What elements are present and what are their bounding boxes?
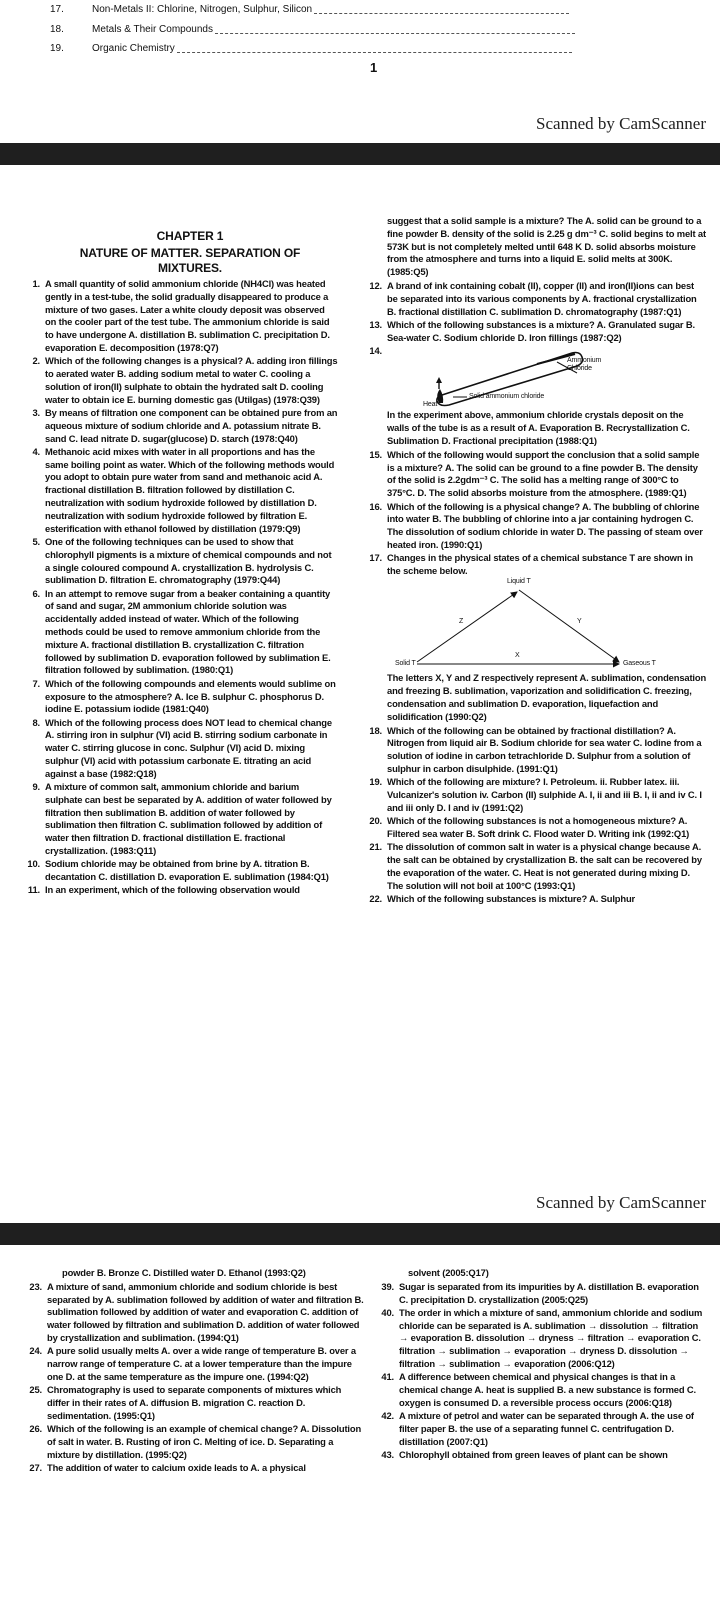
question-number: 6. <box>32 587 40 599</box>
question-number: 1. <box>32 278 40 289</box>
solid-state-label: Solid T <box>395 660 416 668</box>
question <box>362 725 707 776</box>
question-text: The dissolution of common salt in water is a physical change because A. the salt can be obtained by crystallization B. the salt can be recovered by the evaporation of the water. C. Heat is not generated during mixing D. The solution will not boil at 100°C (1993:Q1) <box>387 841 702 891</box>
chapter-title: NATURE OF MATTER. SEPARATION OF MIXTURES. <box>79 246 301 275</box>
question-text: A mixture of sand, ammonium chloride and sodium chloride is best separated by A. sublimation followed by addition of water and filtration B. sublimation followed by addition of water and evaporation C. addition of water followed by filtration and sublimation D. addition of water followed by crystallization and sublimation. (1994:Q1) <box>47 1280 364 1343</box>
question-text: Methanoic acid mixes with water in all proportions and has the same boiling point as water. Which of the following methods would you adopt to obtain pure water from sand and methanoic acid A. fractional distillation B. filtration followed by distillation C. neutralization with sodium hydroxide followed by distillation D. neutralization with sodium hydroxide followed by filtration E. esterification with ethanol followed by distillation (1979:Q9) <box>45 445 335 534</box>
question-text: By means of filtration one component can be obtained pure from an aqueous mixture of sodium chloride and A. potassium nitrate B. sand C. lead nitrate D. sugar(glucose) D. starch (1978:Q40) <box>45 406 338 444</box>
question <box>20 858 338 884</box>
arrow-z <box>417 592 517 662</box>
page-separator <box>0 1223 720 1245</box>
question-number: 12. <box>369 279 382 291</box>
toc-leader <box>215 24 575 34</box>
question <box>20 278 338 355</box>
question-text: A mixture of petrol and water can be separated through A. the use of filter paper B. the use of a separating funnel C. centrifugation D. distillation (2007:Q1) <box>399 1410 694 1447</box>
z-label: Z <box>459 618 464 626</box>
question-number: 3. <box>32 406 40 418</box>
question-number: 25. <box>29 1384 42 1396</box>
question-text: A mixture of common salt, ammonium chloride and barium sulphate can best be separated by A. addition of water followed by filtration then sublimation B. addition of water followed by sublimation then filtration C. sublimation followed by addition of water then filtration D. fractional distillation E. fractional crystallization. (1983:Q11) <box>45 781 332 857</box>
phase-change-diagram <box>387 578 687 672</box>
question-text: Changes in the physical states of a chemical substance T are shown in the scheme below. <box>387 552 693 577</box>
question <box>362 345 707 409</box>
question-number: 41. <box>381 1371 394 1383</box>
question-text: Which of the following is an example of chemical change? A. Dissolution of salt in water. B. Rusting of iron C. Melting of ice. D. Separating a mixture by distillation. (1995:Q2) <box>47 1423 362 1460</box>
question-number: 7. <box>32 677 40 689</box>
question-number: 10. <box>27 858 40 870</box>
question-number: 8. <box>32 716 40 728</box>
question-number: 42. <box>381 1410 394 1422</box>
phase-triangle-figure <box>387 578 687 672</box>
chapter-heading: CHAPTER 1 <box>156 229 224 243</box>
question-text: In an experiment, which of the following observation would <box>45 884 300 896</box>
question-text: Chromatography is used to separate components of mixtures which differ in their rates of A. diffusion B. migration C. reaction D. sedimentation. (1995:Q1) <box>47 1384 342 1421</box>
question <box>22 1345 364 1383</box>
left-column <box>22 1267 364 1475</box>
question <box>22 1281 364 1345</box>
question-text: Which of the following changes is a physical? A. adding iron fillings to aerated water B. adding sodium metal to water C. cooling a solution of iron(II) sulphate to obtain the hydrated salt D. cooling water to obtain ice E. burning domestic gas (Utilgas) (1978:Q39) <box>45 355 338 405</box>
left-column <box>20 229 338 898</box>
question-text: Which of the following substances is not a homogeneous mixture? A. Filtered sea water B. Soft drink C. Flood water D. Writing ink (1992:Q1) <box>387 815 690 839</box>
page-1 <box>0 0 720 143</box>
question-text: In the experiment above, ammonium chloride crystals deposit on the walls of the tube is as a result of A. Evaporation B. Recrystallization C. Sublimation D. Fractional precipitation (1988:Q1) <box>387 409 690 447</box>
question-number: 24. <box>29 1345 42 1357</box>
question <box>20 781 338 858</box>
question <box>362 319 707 345</box>
question-text: The letters X, Y and Z respectively represent A. sublimation, condensation and freezing B. sublimation, vaporization and solidification C. freezing, condensation and sublimation D. evaporation, liquefaction and solidification (1990:Q2) <box>387 672 707 722</box>
question-number: 21. <box>369 841 382 853</box>
question <box>22 1384 364 1422</box>
toc-title: Metals & Their Compounds <box>92 24 213 35</box>
toc-row <box>50 43 572 54</box>
question-text: Chlorophyll obtained from green leaves of plant can be shown <box>399 1449 668 1461</box>
question <box>362 552 707 578</box>
question-text: Which of the following is a physical change? A. The bubbling of chlorine into water B. The bubbling of chlorine into a jar containing hydrogen C. The dissolution of sodium chloride in water D. The passing of steam over heated iron. (1990:Q1) <box>387 500 703 550</box>
question-text: One of the following techniques can be used to show that chlorophyll pigments is a mixture of chemical compounds and not a single coloured compound A. crystallization B. hydrolysis C. sublimation D. filtration E. chromatography (1979:Q44) <box>45 535 332 586</box>
question <box>374 1307 708 1371</box>
toc-leader <box>177 43 572 53</box>
heat-label: Heat <box>423 400 438 408</box>
question-number: 13. <box>369 318 382 330</box>
question <box>374 1410 708 1448</box>
sublimation-diagram <box>387 345 687 409</box>
y-label: Y <box>577 618 582 626</box>
page-2 <box>0 165 720 1223</box>
question-number: 15. <box>369 448 382 460</box>
ammonium-chloride-label: Ammonium Chloride <box>567 356 602 372</box>
question <box>22 1423 364 1461</box>
question <box>362 501 707 552</box>
question-number: 17. <box>369 552 382 564</box>
question-text: Which of the following are mixture? I. Petroleum. ii. Rubber latex. iii. Vulcanizer's solution iv. Carbon (II) sulphide A. I, ii and iii B. I, ii and iv C. I and iii only D. I and iv (1991:Q2) <box>387 776 702 813</box>
solid-label: Solid ammonium chloride <box>469 392 545 400</box>
question <box>362 815 707 841</box>
question-number: 9. <box>32 781 40 793</box>
toc-title: Organic Chemistry <box>92 43 175 54</box>
page-number: 1 <box>370 60 378 75</box>
question-text: Which of the following substances is mixture? A. Sulphur <box>387 892 636 904</box>
toc-row <box>50 4 569 15</box>
question <box>20 407 338 445</box>
question-text: Which of the following compounds and elements would sublime on exposure to the atmosphere? A. Ice B. sulphur C. phosphorus D. iodine E. potassium iodide (1981:Q40) <box>45 677 336 715</box>
question-number: 23. <box>29 1280 42 1292</box>
question <box>362 893 707 906</box>
toc-leader <box>314 4 569 14</box>
toc-number: 17. <box>50 4 64 15</box>
question-number: 11. <box>27 884 40 896</box>
question-number: 2. <box>32 355 40 367</box>
question-text: Sugar is separated from its impurities by A. distillation B. evaporation C. precipitation D. crystallization (2005:Q25) <box>399 1280 699 1305</box>
question <box>20 717 338 781</box>
question-number: 16. <box>369 500 382 512</box>
question-number: 22. <box>369 892 382 904</box>
toc-number: 19. <box>50 43 64 54</box>
question <box>20 588 338 678</box>
question-text: Which of the following substances is a mixture? A. Granulated sugar B. Sea-water C. Sodium chloride D. Iron fillings (1987:Q2) <box>387 318 695 343</box>
question <box>374 1281 708 1307</box>
question-text: Which of the following process does NOT lead to chemical change A. stirring iron in sulphur (VI) acid B. stirring sodium carbonate in water C. stirring glucose in conc. Sulphur (VI) acid D. mixing sulphur (VI) acid with potassium carbonate E. titrating an acid against a base (1982:Q18) <box>45 716 332 779</box>
question-text: The addition of water to calcium oxide leads to A. a physical <box>47 1461 306 1473</box>
question-text: Which of the following can be obtained by fractional distillation? A. Nitrogen from liquid air B. Sodium chloride for sea water C. Iodine from a solution of iodine in carbon tetrachloride D. Sulphur from a solution of sulphur in carbon disulphide. (1991:Q1) <box>387 724 702 774</box>
gaseous-label: Gaseous T <box>623 660 656 668</box>
question-text: A small quantity of solid ammonium chloride (NH4Cl) was heated gently in a test-tube, the solid gradually disappeared to produce a mixture of two gases. Later a white cloudy deposit was observed on the cooler part of the test tube. The ammonium chloride is said to have undergone A. distillation B. sublimation C. precipitation D. evaporation E. decomposition (1978:Q7) <box>45 278 330 353</box>
toc-title: Non-Metals II: Chlorine, Nitrogen, Sulphur, Silicon <box>92 4 313 15</box>
right-column <box>374 1267 708 1462</box>
question-text: A pure solid usually melts A. over a wide range of temperature B. over a narrow range of temperature C. at a lower temperature than the impure one D. at the same temperature as the impure one. (1994:Q2) <box>47 1345 356 1382</box>
question <box>362 841 707 892</box>
question-number: 4. <box>32 445 40 457</box>
question-text: Which of the following would support the conclusion that a solid sample is a mixture? A. The solid can be ground to a fine powder B. The density of the solid is 2.2gdm⁻³ C. The solid has a melting range of 300°C to 375°C. D. The solid absorbs moisture from the atmosphere. (1989:Q1) <box>387 448 700 499</box>
question <box>20 355 338 406</box>
question-text: The order in which a mixture of sand, ammonium chloride and sodium chloride can be separated is A. sublimation → dissolution → filtration → evaporation B. dissolution → dryness → filtration → evaporation C. filtration → sublimation → evaporation → dryness D. dissolution → filtration → sublimation → evaporation (2006:Q12) <box>399 1306 703 1370</box>
toc-number: 18. <box>50 24 64 35</box>
question <box>20 536 338 587</box>
question-number: 39. <box>381 1280 394 1292</box>
question <box>362 449 707 500</box>
question-text: A difference between chemical and physical changes is that in a chemical change A. heat is supplied B. a new substance is formed C. oxygen is consumed D. a reversible process occurs (2006:Q18) <box>399 1371 696 1408</box>
toc-row <box>50 24 575 35</box>
question-number: 14. <box>369 344 382 356</box>
question <box>374 1371 708 1409</box>
question <box>362 280 707 318</box>
arrow-y <box>519 590 619 662</box>
question-text: In an attempt to remove sugar from a beaker containing a quantity of sand and sugar, 2M ammonium chloride solution was accidentally added instead of water. Which of the following methods could be used to remove ammonium chloride from the mixture A. fractional distillation B. crystallization C. filtration followed by sublimation D. evaporation followed by sublimation E. filtration followed by sublimation. (1980:Q1) <box>45 587 331 676</box>
page-separator <box>0 143 720 165</box>
question-number: 20. <box>369 815 382 827</box>
question <box>22 1462 364 1475</box>
question <box>20 884 338 897</box>
question-number: 43. <box>381 1449 394 1461</box>
scanner-watermark: Scanned by CamScanner <box>536 114 706 133</box>
liquid-label: Liquid T <box>507 578 531 586</box>
question-number: 40. <box>381 1306 394 1318</box>
question-continuation: suggest that a solid sample is a mixture? The A. solid can be ground to a fine powder B. density of the solid is 2.25 g dm⁻³ C. solid begins to melt at 573K but is not completely melted until 648 K D. solid absorbs moisture from the atmosphere and turns into a liquid E. solid melts at 300K. (1985:Q5) <box>387 215 706 278</box>
question-continuation: solvent (2005:Q17) <box>408 1267 489 1278</box>
question-number: 19. <box>369 776 382 788</box>
question-number: 26. <box>29 1423 42 1435</box>
question <box>20 446 338 536</box>
question <box>362 776 707 814</box>
question-text: Sodium chloride may be obtained from brine by A. titration B. decantation C. distillation D. evaporation E. sublimation (1984:Q1) <box>45 858 329 883</box>
scanner-watermark: Scanned by CamScanner <box>536 1193 706 1212</box>
right-column <box>362 215 707 906</box>
page-3 <box>0 1245 720 1600</box>
question-number: 18. <box>369 724 382 736</box>
question-text: A brand of ink containing cobalt (II), copper (II) and iron(II)ions can best be separated into its various components by A. fractional crystallization B. fractional distillation C. sublimation D. chromatography (1987:Q1) <box>387 279 697 317</box>
question <box>374 1449 708 1462</box>
question-number: 27. <box>29 1461 42 1473</box>
question <box>20 678 338 716</box>
x-label: X <box>515 652 520 660</box>
question-continuation: powder B. Bronze C. Distilled water D. Ethanol (1993:Q2) <box>62 1267 306 1278</box>
question-number: 5. <box>32 535 40 547</box>
